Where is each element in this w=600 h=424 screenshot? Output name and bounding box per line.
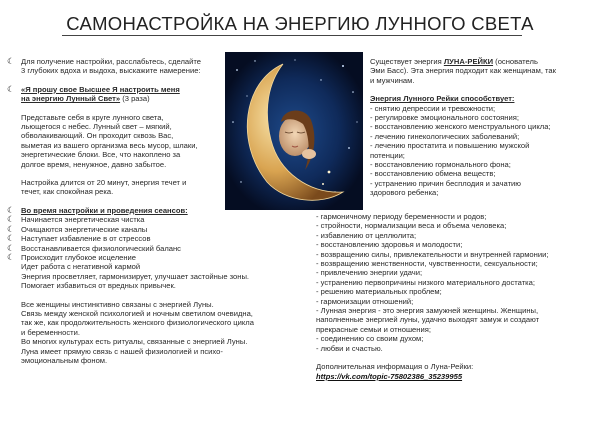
women-line: так же, как продолжительность женского физиологического цикла <box>21 318 254 328</box>
promotes-line: - устранению первопричины низкого материального достатка; <box>316 277 536 287</box>
promotes-heading: Энергия Лунного Рейки способствует: <box>370 94 515 104</box>
women-line: Во многих культурах есть ритуалы, связанные с энергией Луны. <box>21 337 248 347</box>
visual-line: льющегося с небес. Лунный свет – мягкий, <box>21 122 172 132</box>
crescent-moon-icon: ☾ <box>7 56 15 66</box>
promotes-line: - соединению со своим духом; <box>316 334 424 344</box>
promotes-line: прекрасные семьи и отношения; <box>316 324 431 334</box>
intention-suffix: (3 раза) <box>120 94 150 104</box>
after-line: Помогает избавиться от вредных привычек. <box>21 281 176 291</box>
continued-list <box>316 212 596 381</box>
crescent-moon-icon: ☾ <box>7 242 15 253</box>
promotes-line: - регулировке эмоционального состояния; <box>370 113 519 123</box>
women-line: Луна имеет прямую связь с нашей физиологией и психо- <box>21 346 223 356</box>
after-line: Идет работа с негативной кармой <box>21 262 141 272</box>
women-line: и беременности. <box>21 327 80 337</box>
exists-line-3: и мужчинам. <box>370 75 415 85</box>
intention-line-2: на энергию Лунный Свет» <box>21 94 121 104</box>
promotes-line: - восстановлению здоровья и молодости; <box>316 240 463 250</box>
promotes-line: - устранению причин бесплодия и зачатию <box>370 178 521 188</box>
visual-line: энергетические блоки. Все, что накоплено за <box>21 150 181 160</box>
intro-line-1: Для получение настройки, расслабьтесь, сделайте <box>21 57 202 66</box>
visual-line: долгое время, ненужное, давно забытое. <box>21 159 167 169</box>
intention-line-1: «Я прошу свое Высшее Я настроить меня <box>21 84 180 94</box>
more-info-text: Дополнительная информация о Луна-Рейки: <box>316 362 474 372</box>
promotes-line: - гармоничному периоду беременности и родов; <box>316 212 487 221</box>
during-item: Начинается энергетическая чистка <box>21 215 145 225</box>
visual-line: Представьте себя в круге лунного света, <box>21 112 164 122</box>
promotes-line: - снятию депрессии и тревожности; <box>370 103 496 113</box>
during-item: Наступает избавление в от стрессов <box>21 234 151 244</box>
promotes-line: потенции; <box>370 150 405 160</box>
after-line: Энергия просветляет, гармонизирует, улучшает застойные зоны. <box>21 271 250 281</box>
promotes-line: - решению материальных проблем; <box>316 287 442 297</box>
promotes-line: - возвращению силы, привлекательности и внутренней гармонии; <box>316 249 549 259</box>
crescent-moon-icon: ☾ <box>7 214 15 225</box>
crescent-moon-icon: ☾ <box>7 233 15 244</box>
promotes-line: - лечению гинекологических заболеваний; <box>370 131 520 141</box>
promotes-line: - восстановлению гормонального фона; <box>370 160 511 170</box>
promotes-line: - восстановлению женского менструального цикла; <box>370 122 551 132</box>
duration-line: течет, как спокойная река. <box>21 187 114 197</box>
visual-line: выметая из вашего организма весь мусор, шлаки, <box>21 140 198 150</box>
women-line: эмоциональным фоном. <box>21 355 108 365</box>
promotes-line: - Лунная энергия - это энергия замужней женщины. Женщины, <box>316 306 539 316</box>
promotes-line: - избавлению от целлюлита; <box>316 230 417 240</box>
crescent-moon-icon: ☾ <box>7 83 15 94</box>
during-heading: Во время настройки и проведения сеансов: <box>21 205 188 215</box>
during-item: Очищаются энергетические каналы <box>21 224 148 234</box>
exists-suffix: (основатель <box>493 57 538 66</box>
duration-line: Настройка длится от 20 минут, энергия течет и <box>21 178 187 188</box>
promotes-line: - лечению простатита и повышению мужской <box>370 141 530 151</box>
promotes-line: - восстановлению обмена веществ; <box>370 169 496 179</box>
intro-line-2: 3 глубоких вдоха и выдоха, выскажите намерение: <box>21 66 201 76</box>
promotes-line: - возвращению женственности, чувственности, сексуальности; <box>316 259 538 269</box>
title-underline <box>62 35 522 36</box>
luna-reiki-name: ЛУНА-РЕЙКИ <box>443 57 494 66</box>
women-line: Все женщины инстинктивно связаны с энергией Луны. <box>21 299 214 309</box>
promotes-line: - любви и счастью. <box>316 343 383 353</box>
exists-prefix: Существует энергия <box>370 57 444 66</box>
women-line: Связь между женской психологией и ночным светилом очевидна, <box>21 308 253 318</box>
page-title: САМОНАСТРОЙКА НА ЭНЕРГИЮ ЛУННОГО СВЕТА <box>66 13 534 34</box>
during-item: Происходит глубокое исцеление <box>21 252 137 262</box>
left-column <box>7 56 283 365</box>
crescent-moon-icon: ☾ <box>7 204 15 215</box>
exists-line-2: Эми Басс). Эта энергия подходит как женщинам, так <box>370 66 556 76</box>
crescent-moon-icon: ☾ <box>7 251 15 262</box>
promotes-line: здорового ребенка; <box>370 188 439 198</box>
promotes-line: наполненные энергией луны, удачно выходят замуж и создают <box>316 315 540 325</box>
promotes-line: - привлечению энергии удачи; <box>316 268 423 278</box>
visual-line: обволакивающий. Он проходит сквозь Вас, <box>21 131 174 141</box>
during-item: Восстанавливается физиологический баланс <box>21 243 181 253</box>
promotes-line: - стройности, нормализации веса и объема человека; <box>316 221 507 231</box>
crescent-moon-icon: ☾ <box>7 223 15 234</box>
promotes-line: - гармонизации отношений; <box>316 296 414 306</box>
vk-topic-link[interactable]: https://vk.com/topic-75802386_35239955 <box>316 371 463 381</box>
right-column <box>370 57 592 198</box>
